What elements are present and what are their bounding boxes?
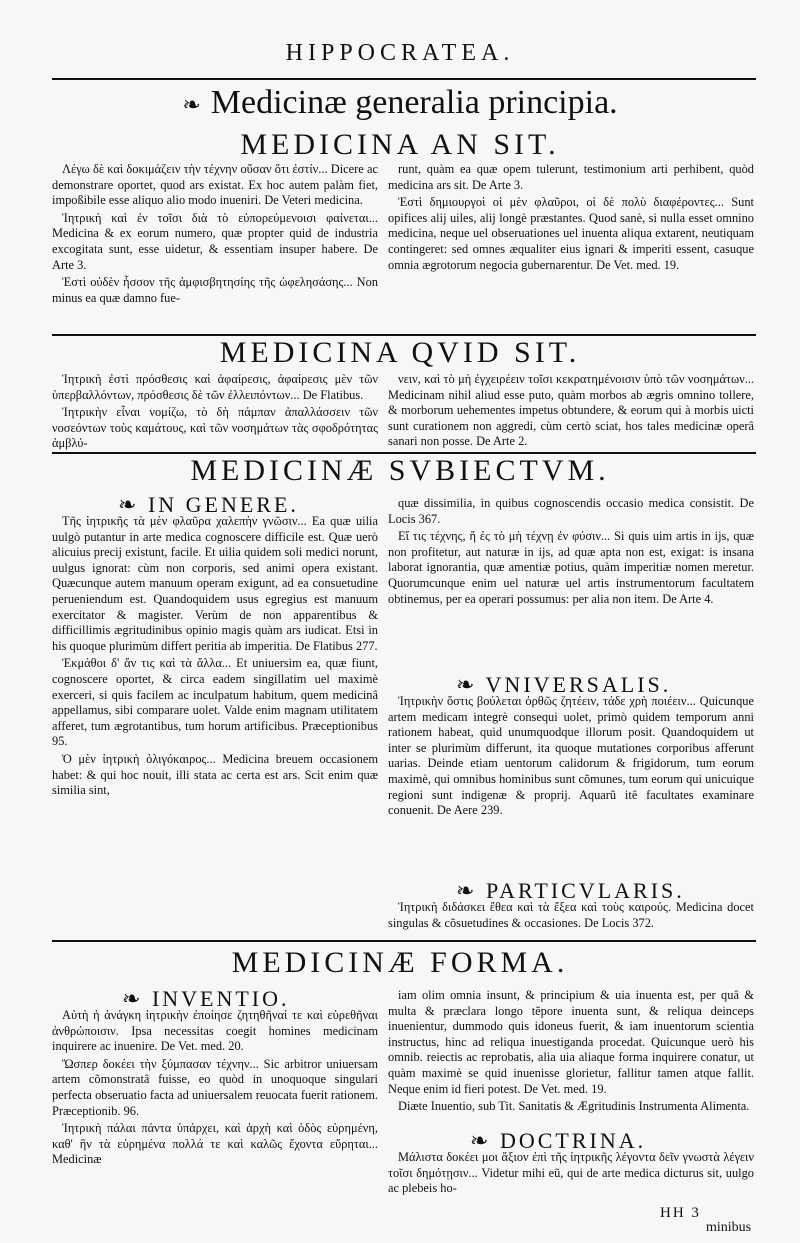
paragraph: quæ dissimilia, in quibus cognoscendis occasio medica consistit. De Locis 367.	[388, 496, 754, 526]
heading-an-sit: MEDICINA AN SIT.	[240, 128, 560, 161]
catchword: minibus	[706, 1220, 752, 1235]
signature-mark: HH 3	[660, 1205, 701, 1221]
paragraph: Ἐστὶ δημιουργοὶ οἱ μὲν φλαῦροι, οἱ δὲ πολὺ διαφέροντες... Sunt opifices alij uiles, alij longè præstantes. Quod sanè, si nulla esset omnino medicina, neque uel obseruationes uel inuenta aliqua extarent, neutiquam contingeret: sed omnes æqualiter eius ignari & imperiti essent, casuque omnia ægrotorum negocia gubernarentur. De Vet. med. 19.	[388, 195, 754, 272]
paragraph: νειν, καὶ τὸ μὴ ἐγχειρέειν τοῖσι κεκρατημένοισιν ὑπὸ τῶν νοσημάτων... Medicinam nihil aliud esse puto, quàm morbos ab ægris omnino tollere, & morborum uehementes impetus obtundere, & eorum qui à morbis uicti sunt curationem non aggredi, cùm certò sciat, hos tales medicinæ operâ sanari non posse. De Arte 2.	[388, 372, 754, 449]
subiectum-left-column	[52, 514, 378, 932]
paragraph: Ἰητρικὴν ὅστις βούλεται ὀρθῶς ζητέειν, τάδε χρὴ ποιέειν... Quicunque artem medicam integrè consequi uolet, primò quidem temporum anni rationem habeat, quid unumquodque illorum posit. Quandoquidem ut inter se plurimùm differunt, ita quoque mutationes corporibus afferunt uarias. Deinde etiam uentorum calidorum & frigidorum, tum eorum maximè, qui omnibus hominibus sunt cõmunes, tum eorum qui unicuique regioni sunt indigenæ & proprij. Aquarû itê facultates examinare conuenit. De Aere 239.	[388, 694, 754, 818]
subheading-text: VNIVERSALIS.	[485, 672, 672, 697]
fleuron-icon: ❧	[456, 672, 478, 697]
quid-sit-right-column	[388, 372, 754, 450]
subheading-text: PARTICVLARIS.	[485, 878, 685, 903]
forma-right-column	[388, 988, 754, 1128]
paragraph: Ἰητρικὴ διδάσκει ἔθεα καὶ τὰ ἔξεα καὶ τοὺς καιρούς. Medicina docet singulas & cõsuetudines & occasiones. De Locis 372.	[388, 900, 754, 930]
quid-sit-left-column	[52, 372, 378, 450]
fleuron-icon: ❧	[122, 986, 144, 1011]
page-title-text: Medicinæ generalia principia.	[210, 84, 618, 121]
subheading-text: IN GENERE.	[147, 492, 299, 517]
paragraph: Ὥσπερ δοκέει τὴν ξύμπασαν τέχνην... Sic arbitror uniuersam artem cõmonstratâ fuisse, eo quòd in unoquoque singulari perfecta obseruatio facta ad uniuersalem reuocata fuerit rationem. Præceptionib. 96.	[52, 1056, 378, 1118]
fleuron-icon: ❧	[456, 878, 478, 903]
section-rule	[52, 940, 756, 942]
paragraph: Τῆς ἰητρικῆς τὰ μὲν φλαῦρα χαλεπὴν γνῶσιν... Ea quæ uilia uulgò putantur in arte medica cognoscere difficile est. Quæ uerò alicuius precij existunt, facile. Et uilia quidem soli medici norunt, uulgus ignorat: cùm non corporis, sed animi opera existant. Quæcunque autem manuum operam exigunt, ad ea consuetudine perueniendum est. Quandoquidem usus egregius est manuum exercitator & magister. Verùm de non apparentibus & difficillimis ægritudinibus opinio magis quàm ars iudicat. Etsi in his quoque plurimùm differt peritia ab imperitia. De Flatibus 277.	[52, 514, 378, 653]
paragraph: Εἴ τις τέχνης, ἥ ἐς τὸ μὴ τέχνῃ ἐν φύσιν... Si quis uim artis in ijs, quæ non profitetur, aut naturæ in ijs, ad quæ apta non est, exigat: is insana laborat ignorantia, quæ amentiæ potius, quàm imperitiæ nomen meretur. Quorumcunque enim uel naturæ uel artis instrumentorum facultatem obtinemus, per ea operari possumus: per alia non item. De Arte 4.	[388, 529, 754, 606]
fleuron-icon: ❧	[118, 492, 140, 517]
an-sit-left-column	[52, 162, 378, 330]
paragraph: iam olim omnia insunt, & principium & uia inuenta est, per quâ & multa & præclara longo tẽpore inuenta sunt, & reliqua deinceps inuenientur, dummodo quis idoneus fuerit, & iam inuentorum scientia instructus, hinc ad reliqua inuestiganda procedat. Quicunque uerò his omnib. reiectis ac reprobatis, alia uia aliaque forma inquirere conatur, ut quàm maximè se quid inuenisse glorietur, fallitur tamen atque fallit. Neque enim id fieri potest. De Vet. med. 19.	[388, 988, 754, 1096]
subiectum-right-column	[388, 496, 754, 672]
top-rule	[52, 78, 756, 80]
paragraph: Αὐτὴ ἡ ἀνάγκη ἰητρικὴν ἐποίησε ζητηθῆναί τε καὶ εὑρεθῆναι ἀνθρώποισιν. Ipsa necessitas coegit homines medicinam inquirere ac inuenire. De Vet. med. 20.	[52, 1008, 378, 1054]
fleuron-icon: ❧	[182, 92, 201, 118]
paragraph: Ὁ μὲν ἰητρικὴ ὀλιγόκαιρος... Medicina breuem occasionem habet: & qui hoc nouit, illi stata ac certa est ars. Scit enim quæ similia sint,	[52, 751, 378, 798]
fleuron-icon: ❧	[470, 1128, 492, 1153]
page-title	[0, 84, 800, 122]
subheading-text: DOCTRINA.	[499, 1128, 647, 1153]
particularis-column	[388, 900, 754, 934]
paragraph: Ἐστὶ οὐδὲν ἧσσον τῆς ἀμφισβητησίης τῆς ὠφελησάσης... Non minus ea quæ damno fue-	[52, 275, 378, 305]
paragraph: Ἰητρικὴν εἶναι νομίζω, τὸ δὴ πάμπαν ἀπαλλάσσειν τῶν νοσεόντων τοὺς καμάτους, καὶ τῶν νοσημάτων τὰς σφοδρότητας ἀμβλύ-	[52, 405, 378, 450]
paragraph: Μάλιστα δοκέει μοι ἄξιον ἐπὶ τῆς ἰητρικῆς λέγοντα δεῖν γνωστὰ λέγειν τοῖσι δημότῃσιν... Videtur mihi eũ, qui de arte medica dicturus sit, uulgo ac plebeis ho-	[388, 1150, 754, 1196]
subheading-text: INVENTIO.	[151, 986, 290, 1011]
paragraph: runt, quàm ea quæ opem tulerunt, testimonium arti perhibent, quòd medicina ars sit. De Arte 3.	[388, 162, 754, 192]
heading-forma: MEDICINÆ FORMA.	[231, 946, 569, 979]
paragraph: Ἐκμάθοι δ' ἄν τις καὶ τὰ ἄλλα... Et uniuersim ea, quæ fiunt, cognoscere oportet, & circa eadem singillatim uel maximè exerceri, si quis facilem ac inculpatum habitum, quem medicinâ appellamus, sibi comparare uolet. Valde enim magnam utilitatem afferet, tum ægrotantibus, tum horum artificibus. Præceptionibus 95.	[52, 656, 378, 749]
an-sit-right-column	[388, 162, 754, 330]
universalis-column	[388, 694, 754, 878]
paragraph: Λέγω δὲ καὶ δοκιμάζειν τὴν τέχνην οὔσαν ὅτι ἐστίν... Dicere ac demonstrare oportet, quod ars existat. Ex hoc autem palàm fiet, impoßibile esse aliquo alio modo inueniri. De Veteri medicina.	[52, 162, 378, 208]
heading-quid-sit: MEDICINA QVID SIT.	[219, 336, 581, 369]
doctrina-column	[388, 1150, 754, 1204]
forma-left-column	[52, 1008, 378, 1204]
paragraph: Ἰητρικὴ ἐστὶ πρόσθεσις καὶ ἀφαίρεσις, ἀφαίρεσις μὲν τῶν ὑπερβαλλόντων, πρόσθεσις δὲ τῶν ἐλλειπόντων... De Flatibus.	[52, 372, 378, 402]
paragraph: Ἰητρικὴ καὶ ἐν τοῖσι διὰ τὸ εὐπορεύμενοισι φαίνεται... Medicina & ex eorum numero, quæ propter quid de industria excogitata sunt, esse uidetur, & essentiam insuper habere. De Arte 3.	[52, 210, 378, 272]
paragraph: Diæte Inuentio, sub Tit. Sanitatis & Ægritudinis Instrumenta Alimenta.	[398, 1099, 750, 1114]
heading-subiectum: MEDICINÆ SVBIECTVM.	[190, 454, 610, 487]
paragraph: Ἰητρικὴ πάλαι πάντα ὑπάρχει, καὶ ἀρχὴ καὶ ὁδὸς εὑρημένη, καθ' ἣν τὰ εὑρημένα πολλά τε καὶ καλῶς ἔχοντα εὕρηται... Medicinæ	[52, 1121, 378, 1167]
running-head: HIPPOCRATEA.	[285, 40, 515, 66]
